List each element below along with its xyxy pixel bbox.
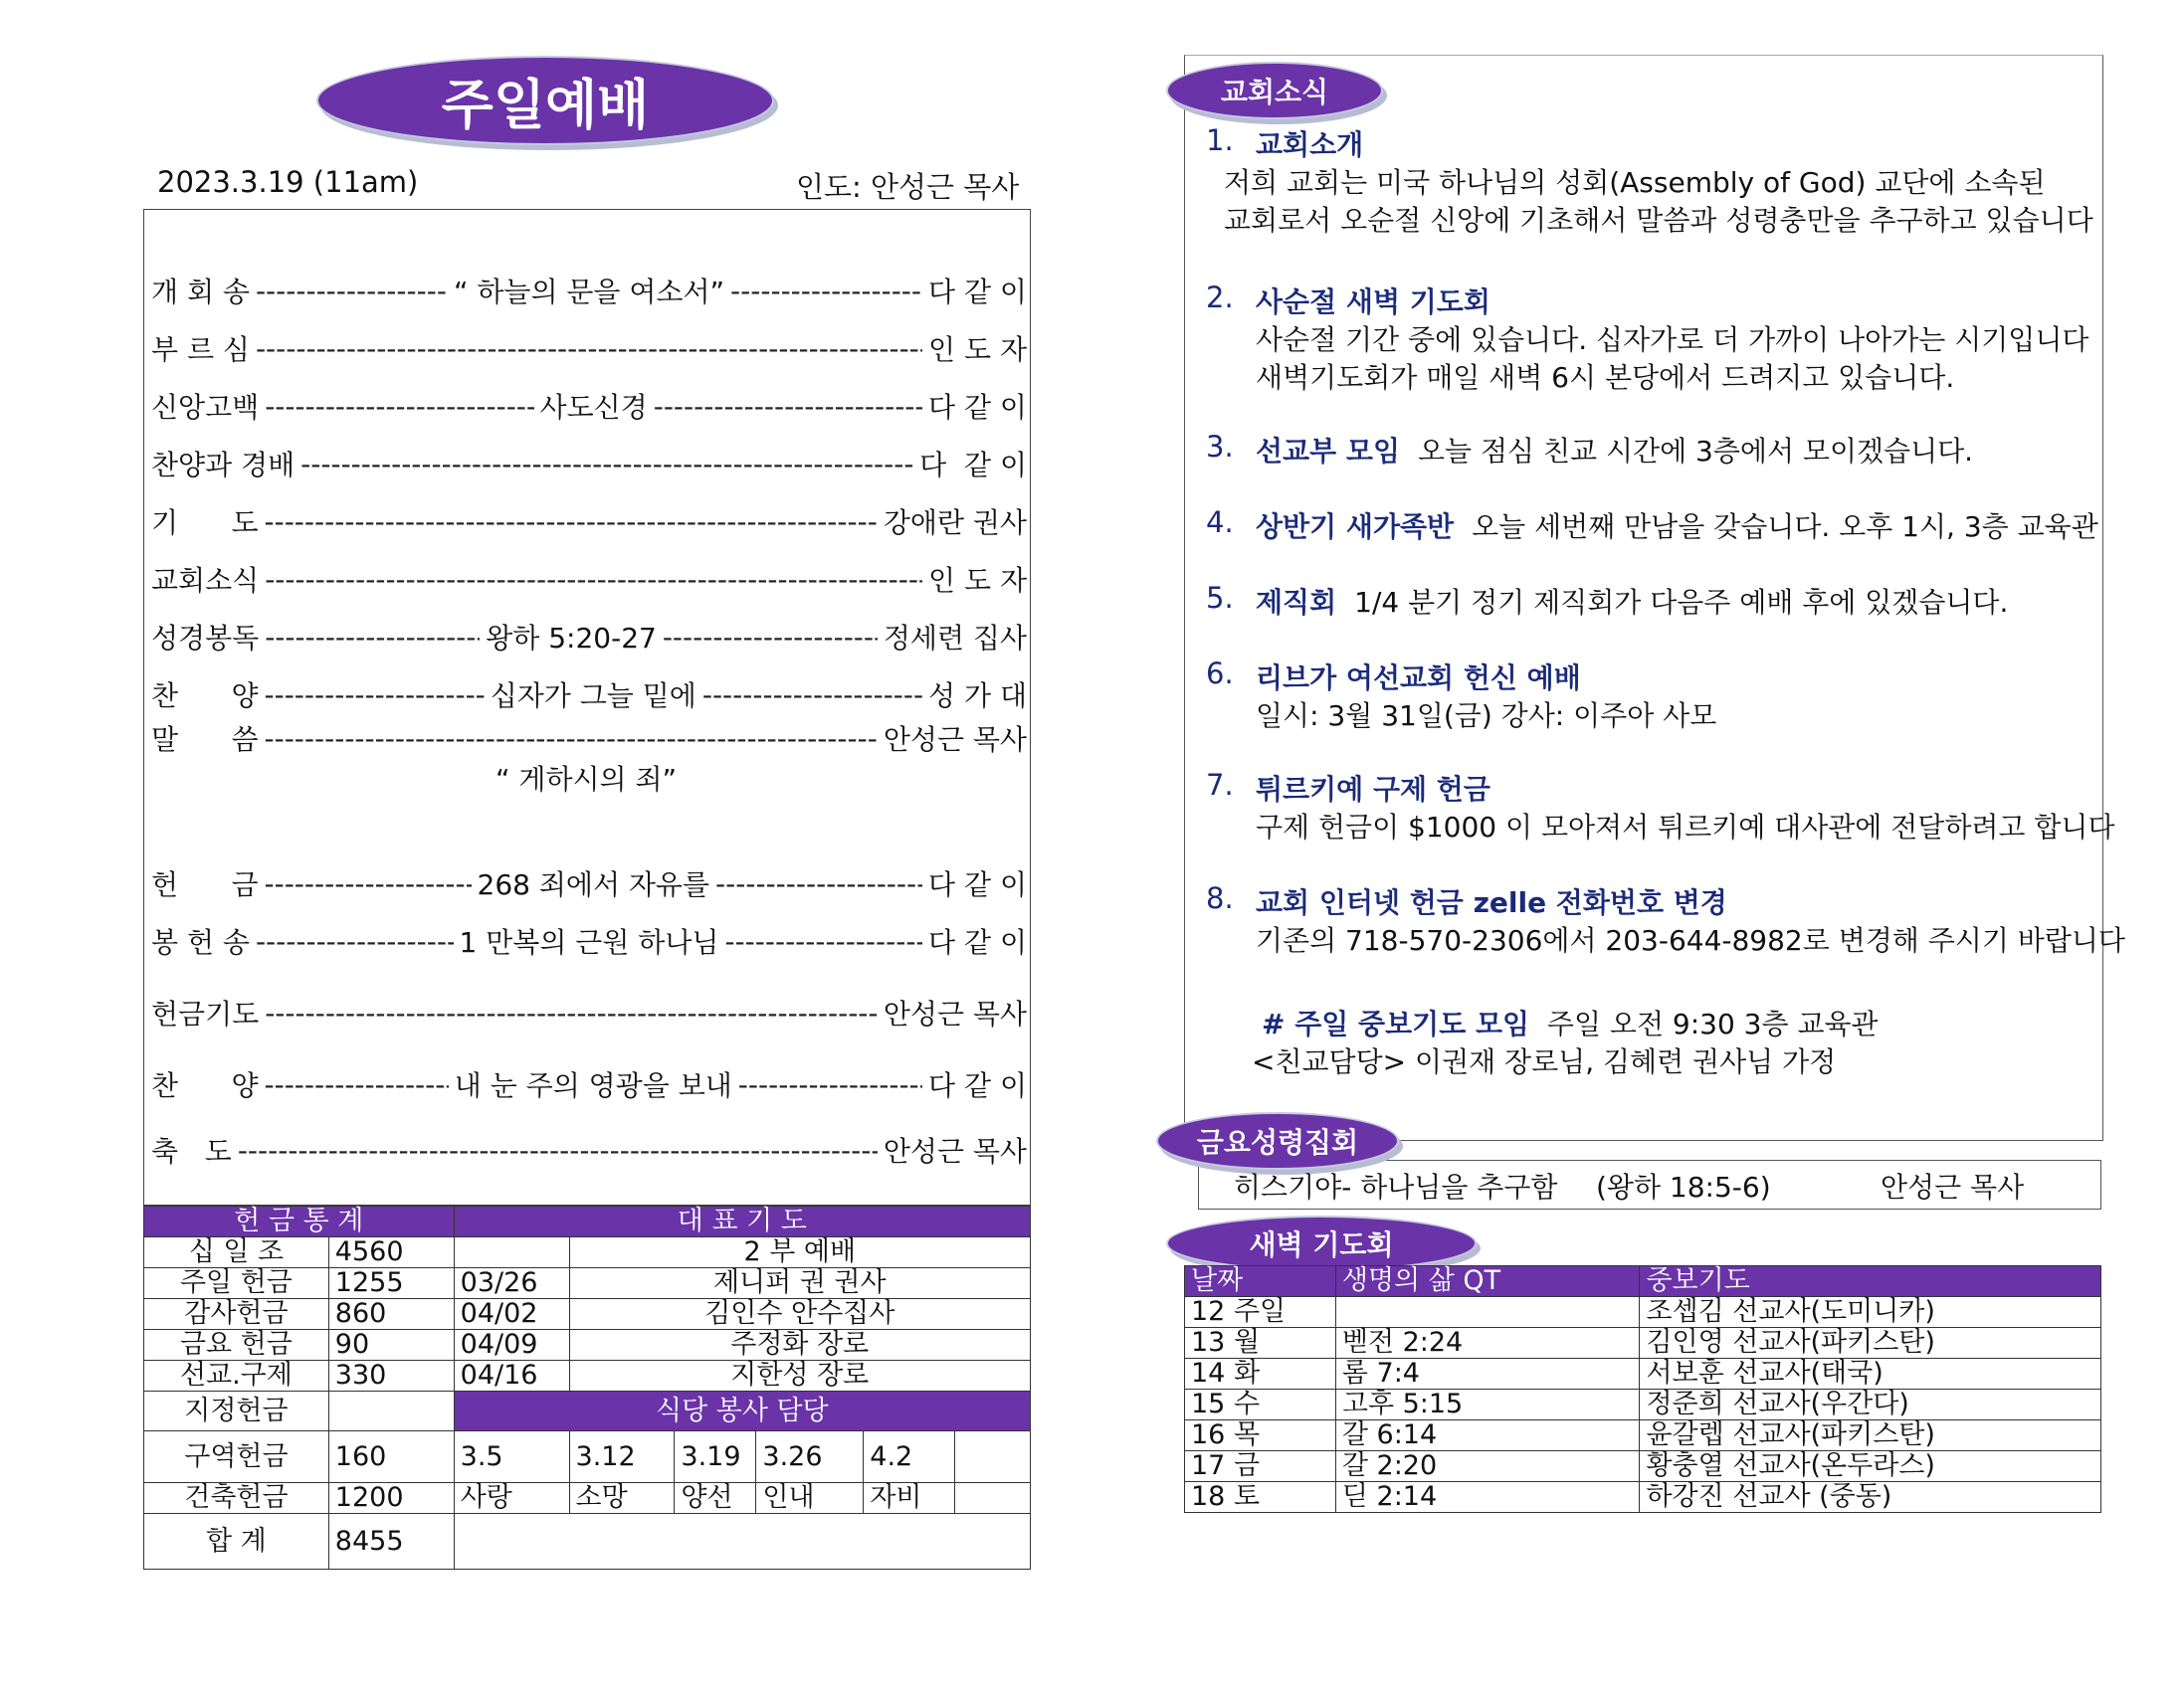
prayer-date: 03/26 <box>454 1268 569 1299</box>
news-item <box>1256 657 1581 696</box>
dash-leader <box>265 997 878 1030</box>
dash-leader <box>265 1068 449 1101</box>
prayer-date: 04/09 <box>454 1330 569 1361</box>
dash-leader <box>265 621 480 654</box>
news-heading: 교회소개 <box>1256 128 1364 161</box>
kitchen-date: 3.12 <box>569 1431 675 1483</box>
news-number: 6. <box>1206 657 1234 690</box>
order-row <box>151 559 1027 599</box>
dawn-day: 18 토 <box>1185 1482 1336 1513</box>
friday-sermon: 히스기야- 하나님을 추구함 <box>1234 1171 1558 1204</box>
news-item <box>1256 768 1490 808</box>
offering-total: 8455 <box>328 1514 454 1570</box>
order-label: 신앙고백 <box>151 391 260 424</box>
news-text: 교회로서 오순절 신앙에 기초해서 말씀과 성령충만을 추구하고 있습니다 <box>1224 204 2093 237</box>
offering-prayer-table <box>143 1206 1031 1570</box>
order-person: 다 같 이 <box>928 868 1027 901</box>
dawn-qt: 고후 5:15 <box>1335 1390 1640 1420</box>
news-text: 구제 헌금이 $1000 이 모아져서 튀르키예 대사관에 전달하려고 합니다 <box>1256 811 2115 844</box>
order-label: 개 회 송 <box>151 276 250 308</box>
dawn-qt: 딛 2:14 <box>1335 1482 1640 1513</box>
dawn-qt: 갈 2:20 <box>1335 1451 1640 1482</box>
news-text: 오늘 점심 친교 시간에 3층에서 모이겠습니다. <box>1418 435 1974 468</box>
order-person: 다 같 이 <box>928 391 1027 424</box>
order-label: 봉 헌 송 <box>151 926 250 959</box>
order-row <box>151 993 1027 1033</box>
dash-leader <box>265 563 922 596</box>
dash-leader <box>256 925 454 958</box>
worship-title-badge <box>316 56 774 145</box>
church-news-title: 교회소식 <box>1220 76 1329 108</box>
order-row <box>151 1130 1027 1170</box>
order-row <box>151 501 1027 541</box>
dawn-title: 새벽 기도회 <box>1249 1228 1394 1261</box>
news-number: 8. <box>1206 881 1234 915</box>
news-text: 오늘 세번째 만남을 갖습니다. 오후 1시, 3층 교육관 <box>1472 510 2098 543</box>
table-row <box>1185 1451 2101 1482</box>
dawn-qt: 롬 7:4 <box>1335 1359 1640 1390</box>
prayer-service: 2 부 예배 <box>569 1237 1030 1268</box>
offering-name: 주일 헌금 <box>144 1268 329 1299</box>
church-news-badge <box>1166 62 1383 119</box>
order-label: 말 씀 <box>151 723 259 756</box>
order-item: 내 눈 주의 영광을 보내 <box>454 1069 732 1102</box>
news-number: 7. <box>1206 768 1234 802</box>
table-row <box>1185 1390 2101 1420</box>
dash-leader <box>702 678 922 711</box>
news-item <box>1256 281 1490 320</box>
order-item: 사도신경 <box>539 391 648 424</box>
dawn-badge <box>1166 1216 1477 1271</box>
dash-leader <box>265 505 878 538</box>
dawn-missionary: 김인영 선교사(파키스탄) <box>1640 1328 2101 1359</box>
offering-header: 헌 금 통 계 <box>144 1207 455 1237</box>
order-item: “ 하늘의 문을 여소서” <box>453 276 725 308</box>
order-item: 왕하 5:20-27 <box>486 622 657 655</box>
news-text: 사순절 기간 중에 있습니다. 십자가로 더 가까이 나아가는 시기입니다 <box>1256 323 2089 356</box>
order-row <box>151 271 1027 310</box>
order-label: 축 도 <box>151 1135 232 1168</box>
dawn-day: 16 목 <box>1185 1420 1336 1451</box>
order-person: 정세련 집사 <box>883 622 1027 655</box>
dash-leader <box>265 390 533 423</box>
kitchen-team: 소망 <box>569 1483 675 1514</box>
order-item: 268 죄에서 자유를 <box>477 868 710 901</box>
table-row <box>1185 1420 2101 1451</box>
prayer-name: 김인수 안수집사 <box>569 1299 1030 1330</box>
order-label: 헌 금 <box>151 868 259 901</box>
dawn-day: 14 화 <box>1185 1359 1336 1390</box>
offering-amount: 1255 <box>328 1268 454 1299</box>
kitchen-team: 사랑 <box>454 1483 569 1514</box>
kitchen-team: 인내 <box>756 1483 864 1514</box>
table-row <box>1185 1359 2101 1390</box>
friday-title: 금요성령집회 <box>1196 1126 1359 1159</box>
news-number: 5. <box>1206 581 1234 615</box>
order-label: 교회소식 <box>151 564 260 597</box>
dawn-col-intercession: 중보기도 <box>1640 1266 2101 1297</box>
offering-name: 금요 헌금 <box>144 1330 329 1361</box>
news-text: 새벽기도회가 매일 새벽 6시 본당에서 드려지고 있습니다. <box>1256 361 1955 394</box>
news-text: 일시: 3월 31일(금) 강사: 이주아 사모 <box>1256 699 1717 732</box>
news-item <box>1256 123 1363 163</box>
order-row <box>151 863 1027 903</box>
order-person: 다 같 이 <box>928 926 1027 959</box>
prayer-date: 04/02 <box>454 1299 569 1330</box>
dawn-missionary: 황충열 선교사(온두라스) <box>1640 1451 2101 1482</box>
offering-amount <box>328 1392 454 1431</box>
dawn-prayer-table <box>1184 1265 2101 1513</box>
dawn-day: 17 금 <box>1185 1451 1336 1482</box>
friday-badge <box>1156 1112 1399 1170</box>
dash-leader <box>654 390 922 423</box>
dash-leader <box>256 332 922 365</box>
news-heading: 교회 인터넷 헌금 zelle 전화번호 변경 <box>1256 886 1727 919</box>
order-row <box>151 1064 1027 1104</box>
dawn-qt: 벧전 2:24 <box>1335 1328 1640 1359</box>
offering-name: 지정헌금 <box>144 1392 329 1431</box>
news-number: 4. <box>1206 505 1234 539</box>
news-number: 1. <box>1206 123 1234 157</box>
dash-leader <box>738 1068 922 1101</box>
news-heading: 상반기 새가족반 <box>1256 510 1455 543</box>
dawn-day: 12 주일 <box>1185 1297 1336 1328</box>
order-label: 기 도 <box>151 506 259 539</box>
news-heading: 튀르키예 구제 헌금 <box>1256 773 1490 806</box>
kitchen-date: 3.26 <box>756 1431 864 1483</box>
news-item <box>1256 881 1727 921</box>
order-label: 성경봉독 <box>151 622 260 655</box>
sermon-title: “ 게하시의 죄” <box>496 763 678 796</box>
dawn-day: 13 월 <box>1185 1328 1336 1359</box>
prayer-name: 제니퍼 권 권사 <box>569 1268 1030 1299</box>
dash-leader <box>256 275 448 307</box>
offering-amount: 860 <box>328 1299 454 1330</box>
dawn-qt <box>1335 1297 1640 1328</box>
dash-leader <box>238 1134 878 1167</box>
offering-name: 감사헌금 <box>144 1299 329 1330</box>
order-label: 헌금기도 <box>151 998 260 1031</box>
offering-total-label: 합 계 <box>144 1514 329 1570</box>
order-person: 안성근 목사 <box>883 1135 1027 1168</box>
order-person: 성 가 대 <box>928 679 1027 712</box>
news-number: 3. <box>1206 430 1234 464</box>
order-row <box>151 674 1027 714</box>
news-number: 2. <box>1206 281 1234 314</box>
order-person: 안성근 목사 <box>883 998 1027 1031</box>
order-row <box>151 718 1027 758</box>
prayer-meeting-head: # 주일 중보기도 모임 <box>1262 1008 1530 1040</box>
order-label: 부 르 심 <box>151 333 250 366</box>
order-item: 1 만복의 근원 하나님 <box>459 926 719 959</box>
order-row <box>151 617 1027 657</box>
order-row <box>151 444 1027 483</box>
dash-leader <box>300 448 913 480</box>
news-heading: 선교부 모임 <box>1256 435 1400 468</box>
order-person: 다 같 이 <box>928 276 1027 308</box>
kitchen-team: 양선 <box>675 1483 756 1514</box>
service-leader: 인도: 안성근 목사 <box>796 170 1020 204</box>
order-person: 인 도 자 <box>928 333 1027 366</box>
order-person: 인 도 자 <box>928 564 1027 597</box>
news-item <box>1256 505 2098 545</box>
prayer-meeting-text: 주일 오전 9:30 3층 교육관 <box>1546 1008 1879 1040</box>
offering-amount: 4560 <box>328 1237 454 1268</box>
news-heading: 제직회 <box>1256 586 1337 619</box>
order-person: 안성근 목사 <box>883 723 1027 756</box>
prayer-date: 04/16 <box>454 1361 569 1392</box>
order-row <box>151 921 1027 961</box>
dash-leader <box>724 925 922 958</box>
dash-leader <box>265 867 472 900</box>
kitchen-date: 3.5 <box>454 1431 569 1483</box>
order-person: 다 같 이 <box>919 449 1027 481</box>
prayer-meeting-host: <친교담당> 이권재 장로님, 김혜련 권사님 가정 <box>1252 1045 1837 1078</box>
offering-name: 구역헌금 <box>144 1431 329 1483</box>
friday-ref: (왕하 18:5-6) <box>1596 1171 1771 1204</box>
kitchen-date <box>955 1431 1031 1483</box>
worship-title: 주일예배 <box>441 73 650 136</box>
news-heading: 사순절 새벽 기도회 <box>1256 285 1490 318</box>
dash-leader <box>730 275 922 307</box>
dawn-day: 15 수 <box>1185 1390 1336 1420</box>
order-label: 찬 양 <box>151 679 259 712</box>
offering-name: 선교.구제 <box>144 1361 329 1392</box>
kitchen-header: 식당 봉사 담당 <box>454 1392 1030 1431</box>
table-row <box>1185 1482 2101 1513</box>
offering-amount: 330 <box>328 1361 454 1392</box>
kitchen-date: 3.19 <box>675 1431 756 1483</box>
offering-amount: 160 <box>328 1431 454 1483</box>
dawn-missionary: 서보훈 선교사(태국) <box>1640 1359 2101 1390</box>
prayer-name: 지한성 장로 <box>569 1361 1030 1392</box>
dash-leader <box>265 678 485 711</box>
prayer-name: 주정화 장로 <box>569 1330 1030 1361</box>
news-item <box>1256 430 1973 470</box>
dawn-qt: 갈 6:14 <box>1335 1420 1640 1451</box>
offering-amount: 90 <box>328 1330 454 1361</box>
prayer-header: 대 표 기 도 <box>454 1207 1030 1237</box>
order-label: 찬양과 경배 <box>151 449 296 481</box>
dawn-col-date: 날짜 <box>1185 1266 1336 1297</box>
offering-name: 십 일 조 <box>144 1237 329 1268</box>
table-row <box>1185 1328 2101 1359</box>
news-text: 1/4 분기 정기 제직회가 다음주 예배 후에 있겠습니다. <box>1354 586 2009 619</box>
dawn-col-qt: 생명의 삶 QT <box>1335 1266 1640 1297</box>
prayer-meeting <box>1262 1003 1879 1042</box>
service-date: 2023.3.19 (11am) <box>157 165 419 199</box>
order-person: 강애란 권사 <box>883 506 1027 539</box>
kitchen-team <box>955 1483 1031 1514</box>
order-label: 찬 양 <box>151 1069 259 1102</box>
dawn-missionary: 조셉김 선교사(도미니카) <box>1640 1297 2101 1328</box>
offering-name: 건축헌금 <box>144 1483 329 1514</box>
offering-amount: 1200 <box>328 1483 454 1514</box>
table-row <box>1185 1297 2101 1328</box>
order-person: 다 같 이 <box>928 1069 1027 1102</box>
dawn-missionary: 하강진 선교사 (중동) <box>1640 1482 2101 1513</box>
dash-leader <box>663 621 878 654</box>
news-text: 저희 교회는 미국 하나님의 성회(Assembly of God) 교단에 소속된 <box>1224 166 2046 199</box>
dash-leader <box>715 867 922 900</box>
order-row <box>151 386 1027 426</box>
news-heading: 리브가 여선교회 헌신 예배 <box>1256 661 1581 694</box>
kitchen-team: 자비 <box>864 1483 955 1514</box>
order-item: 십자가 그늘 밑에 <box>490 679 696 712</box>
news-item <box>1256 581 2008 621</box>
order-row <box>151 328 1027 368</box>
dawn-missionary: 정준희 선교사(우간다) <box>1640 1390 2101 1420</box>
dash-leader <box>265 722 878 755</box>
dawn-missionary: 윤갈렙 선교사(파키스탄) <box>1640 1420 2101 1451</box>
news-text: 기존의 718-570-2306에서 203-644-8982로 변경해 주시기 바랍니다 <box>1256 924 2125 957</box>
kitchen-date: 4.2 <box>864 1431 955 1483</box>
friday-preacher: 안성근 목사 <box>1881 1171 2025 1204</box>
